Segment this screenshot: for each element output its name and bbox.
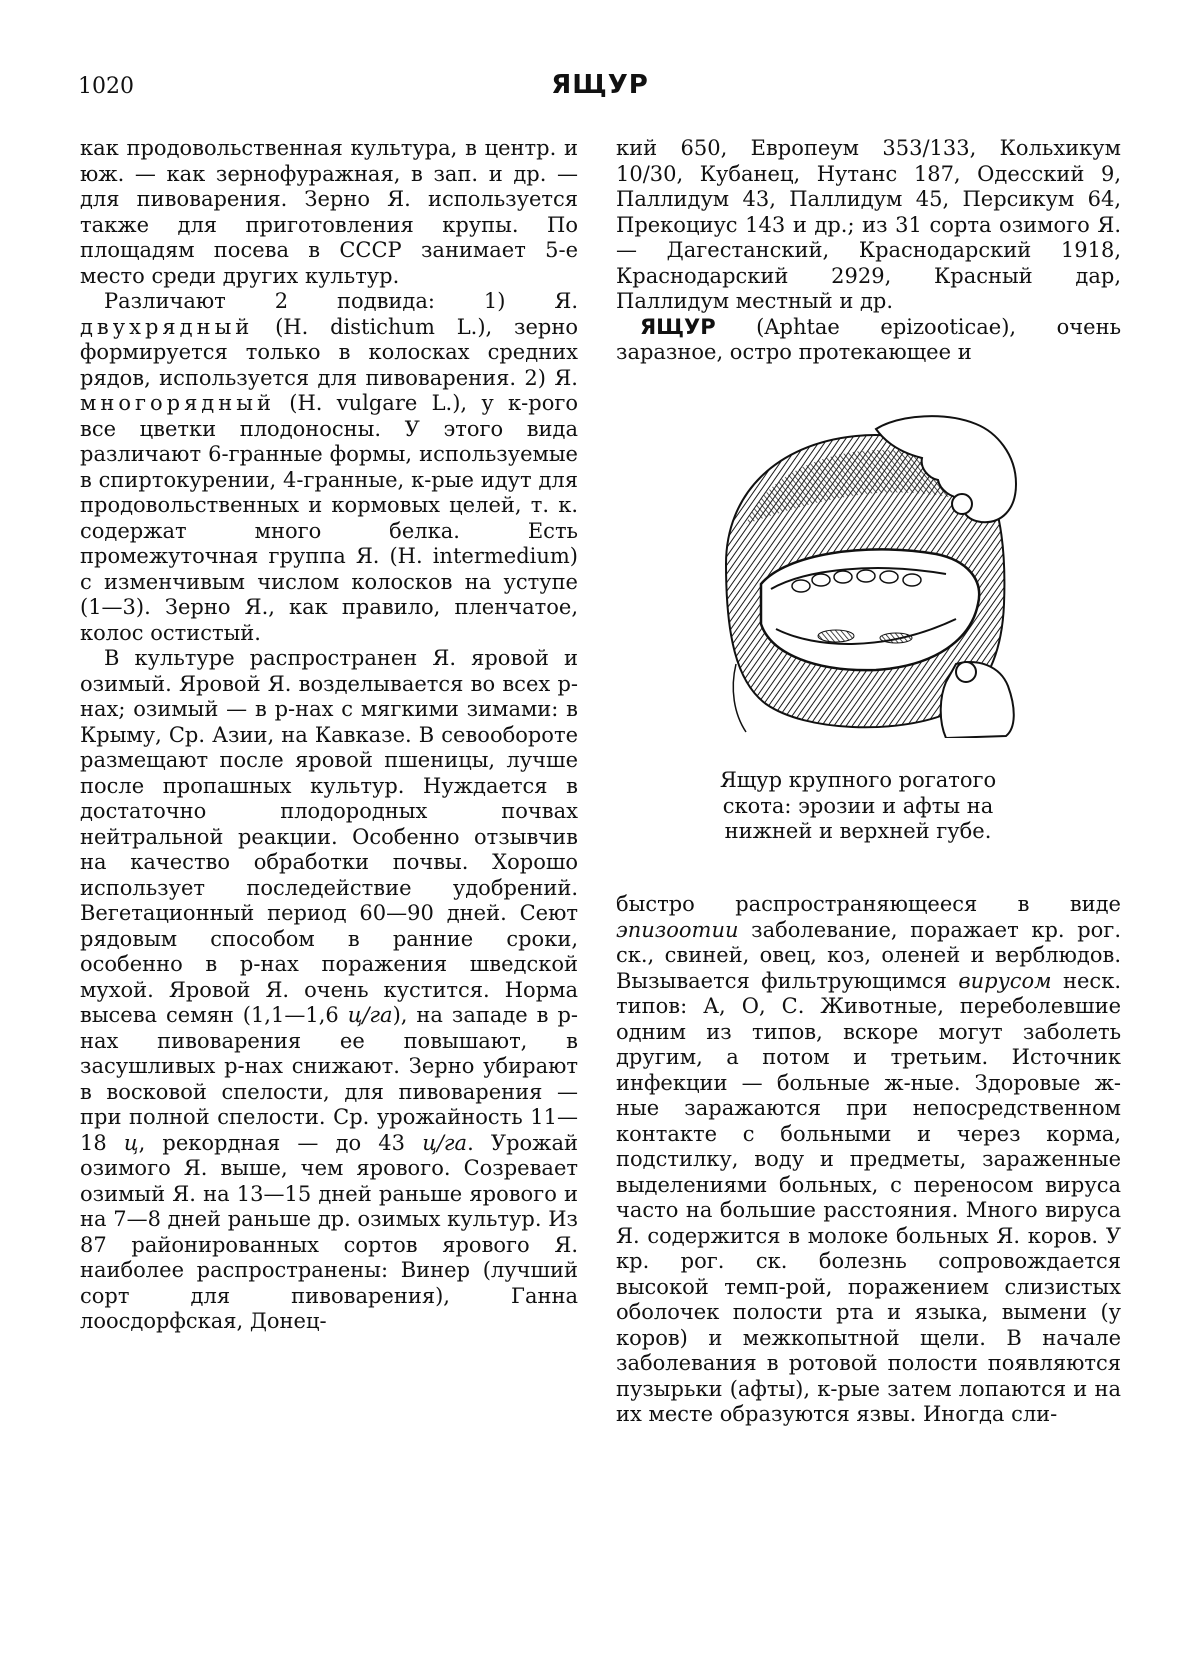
cattle-muzzle-drawing bbox=[716, 414, 1032, 738]
cattle-muzzle-illustration bbox=[716, 414, 1032, 738]
term-spaced: двухрядный bbox=[80, 314, 254, 339]
running-title: ЯЩУР bbox=[551, 70, 649, 100]
text-span: В культуре распространен Я. яровой и озимый. Яровой Я. возделывается во всех р-нах; озимый — в р-нах с мягкими зимами: в Крыму, Ср. Азии, на Кавказе. В севообороте размещают после яровой пшеницы, лучше после пропашных культур. Нуждается в достаточно плодородных почвах нейтральной реакции. Особенно отзывчив на качество обработки почвы. Хорошо использует последействие удобрений. Вегетационный период 60—90 дней. Сеют рядовым способом в ранние сроки, особенно в р-нах поражения шведской мухой. Яровой Я. очень кустится. Норма высева семян (1,1—1,6 bbox=[80, 646, 578, 1027]
text-span: , рекордная — до 43 bbox=[138, 1130, 423, 1155]
entry-headword: ЯЩУР bbox=[640, 314, 716, 339]
right-column-bottom bbox=[616, 892, 1121, 1428]
entry-yashchur bbox=[616, 315, 1121, 366]
paragraph-left-3 bbox=[80, 646, 578, 1335]
left-column bbox=[80, 136, 578, 1335]
figure-caption: Ящур крупного рогатого скота: эрозии и афты на нижней и верхней губе. bbox=[719, 768, 997, 843]
text-span: Различают 2 подвида: 1) Я. bbox=[104, 289, 578, 313]
text-span: неск. типов: А, О, С. Животные, переболевшие одним из типов, вскоре могут заболеть другим, а потом и третьим. Источник инфекции — больные ж-ные. Здоровые ж-ные заражаются при непосредственном контакте с больными и через корма, подстилку, воду и предметы, зараженные выделениями больных, с переносом вируса часто на большие расстояния. Много вируса Я. содержится в молоке больных Я. коров. У кр. рог. ск. болезнь сопровождается высокой темп-рой, поражением слизистых оболочек полости рта и языка, вымени (у коров) и межкопытной щели. В начале заболевания в ротовой полости появляются пузырьки (афты), к-рые затем лопаются и на их месте образуются язвы. Иногда сли- bbox=[616, 968, 1121, 1426]
paragraph-left-2 bbox=[80, 289, 578, 646]
paragraph-right-1: кий 650, Европеум 353/133, Кольхикум 10/30, Кубанец, Нутанс 187, Одесский 9, Паллидум 43, Паллидум 45, Персикум 64, Прекоциус 143 и др.; из 31 сорта озимого Я. — Дагестанский, Краснодарский 1918, Краснодарский 2929, Красный дар, Паллидум местный и др. bbox=[616, 136, 1121, 313]
text-span: (H. vulgare L.), у к-рого все цветки плодоносны. У этого вида различают 6-гранные формы, используемые в спиртокурении, 4-гранные, к-рые идут для продовольственных и кормовых целей, т. к. содержат много белка. Есть промежуточная группа Я. (H. intermedium) с изменчивым числом колосков на уступе (1—3). Зерно Я., как правило, пленчатое, колос остистый. bbox=[80, 391, 578, 645]
text-span: (H. distichum L.), зерно формируется только в колосках средних рядов, используется для пивоварения. 2) Я. bbox=[80, 314, 578, 390]
text-span: (Aphtae epizooticae), очень заразное, остро протекающее и bbox=[616, 314, 1121, 364]
unit-italic: ц/га bbox=[347, 1003, 393, 1027]
paragraph-left-1: как продовольственная культура, в центр. и юж. — как зернофуражная, в зап. и др. — для пивоварения. Зерно Я. используется также для приготовления крупы. По площадям посева в СССР занимает 5-е место среди других культур. bbox=[80, 136, 578, 288]
unit-italic: ц/га bbox=[422, 1130, 468, 1155]
text-span: заболевание, поражает кр. рог. ск., свиней, овец, коз, оленей и верблюдов. Вызывается фильтрующимся bbox=[616, 917, 1121, 993]
page-number: 1020 bbox=[78, 74, 134, 99]
term-italic: эпизоотии bbox=[616, 917, 739, 942]
term-spaced: многорядный bbox=[80, 391, 275, 415]
text-span: . Урожай озимого Я. выше, чем ярового. Созревает озимый Я. на 13—15 дней раньше ярового и на 7—8 дней раньше др. озимых культур. Из 87 районированных сортов ярового Я. наиболее распространены: Винер (лучший сорт для пивоварения), Ганна лоосдорфская, Донец- bbox=[80, 1130, 579, 1333]
term-italic: вирусом bbox=[958, 968, 1052, 993]
text-span: быстро распространяющееся в виде bbox=[616, 892, 1121, 916]
right-column-top bbox=[616, 136, 1121, 366]
unit-italic: ц bbox=[123, 1130, 139, 1155]
text-span: ), на западе в р-нах пивоварения ее повышают, в засушливых р-нах снижают. Зерно убирают в восковой спелости, для пивоварения — при полной спелости. Ср. урожайность 11—18 bbox=[80, 1003, 578, 1155]
paragraph-right-3 bbox=[616, 892, 1121, 1428]
